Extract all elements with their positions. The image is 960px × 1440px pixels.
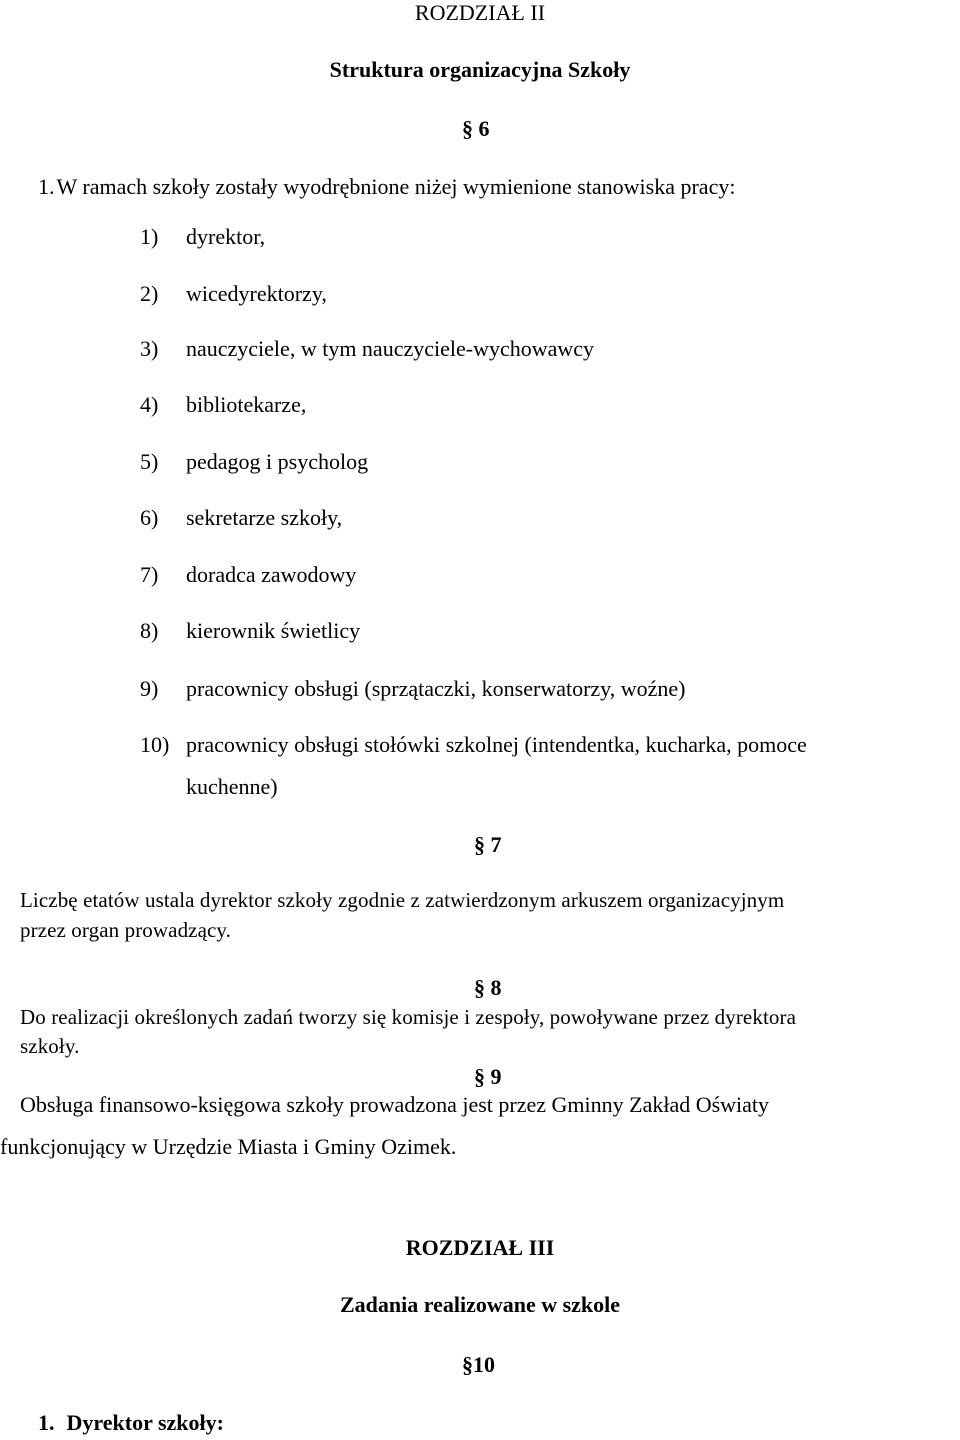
- list-item: [140, 451, 368, 473]
- list-item: [140, 226, 265, 248]
- list-item-continuation: kuchenne): [186, 774, 278, 799]
- section-7-text-line-2: przez organ prowadzący.: [20, 918, 232, 942]
- list-item-text: dyrektor,: [186, 224, 266, 249]
- list-item-text: doradca zawodowy: [186, 562, 357, 587]
- section-8-text-line-2: szkoły.: [20, 1034, 80, 1058]
- list-item-number: 2): [140, 281, 159, 306]
- chapter-heading: ROZDZIAŁ III: [405, 1235, 555, 1260]
- list-item-number: 10): [140, 732, 170, 757]
- list-item-number: 6): [140, 505, 159, 530]
- item-number: 1.: [38, 1410, 55, 1435]
- list-item: [140, 394, 306, 416]
- list-item: [140, 678, 686, 700]
- section-6-intro: [38, 176, 735, 198]
- section-9-text-line-2: funkcjonujący w Urzędzie Miasta i Gminy Ozimek.: [0, 1134, 457, 1159]
- item-text: Dyrektor szkoły:: [66, 1410, 224, 1435]
- list-item-text: bibliotekarze,: [186, 392, 307, 417]
- section-mark-8: § 8: [474, 975, 502, 1000]
- list-item-number: 1): [140, 224, 159, 249]
- list-item: [140, 283, 327, 305]
- list-item-text: pracownicy obsługi stołówki szkolnej (intendentka, kucharka, pomoce: [186, 732, 807, 757]
- list-item-text: nauczyciele, w tym nauczyciele-wychowawcy: [186, 336, 595, 361]
- section-7-text-line-1: Liczbę etatów ustala dyrektor szkoły zgodnie z zatwierdzonym arkuszem organizacyjnym: [20, 888, 785, 912]
- list-item-number: 3): [140, 336, 159, 361]
- list-item-number: 4): [140, 392, 159, 417]
- section-8-text-line-1: Do realizacji określonych zadań tworzy się komisje i zespoły, powoływane przez dyrektora: [20, 1005, 796, 1029]
- list-item: [140, 507, 342, 529]
- list-item: [140, 734, 807, 756]
- section-mark-6: § 6: [462, 116, 490, 141]
- section-9-text-line-1: Obsługa finansowo-księgowa szkoły prowadzona jest przez Gminny Zakład Oświaty: [20, 1092, 770, 1117]
- list-item-text: sekretarze szkoły,: [186, 505, 343, 530]
- section-mark-7: § 7: [474, 832, 502, 857]
- list-item-number: 9): [140, 676, 159, 701]
- chapter-title: Struktura organizacyjna Szkoły: [329, 57, 631, 82]
- chapter-heading: ROZDZIAŁ II: [414, 0, 546, 25]
- list-item-text: kierownik świetlicy: [186, 618, 361, 643]
- list-item: [140, 620, 360, 642]
- chapter-title: Zadania realizowane w szkole: [339, 1292, 621, 1317]
- section-mark-10: §10: [462, 1352, 495, 1377]
- intro-number: 1.: [38, 174, 55, 199]
- section-10-item: [38, 1412, 224, 1434]
- list-item-text: wicedyrektorzy,: [186, 281, 327, 306]
- list-item: [140, 338, 594, 360]
- list-item-number: 7): [140, 562, 159, 587]
- list-item-number: 5): [140, 449, 159, 474]
- list-item-text: pedagog i psycholog: [186, 449, 369, 474]
- section-mark-9: § 9: [474, 1064, 502, 1089]
- list-item-text: pracownicy obsługi (sprzątaczki, konserwatorzy, woźne): [186, 676, 686, 701]
- list-item-number: 8): [140, 618, 159, 643]
- intro-text: W ramach szkoły zostały wyodrębnione niżej wymienione stanowiska pracy:: [56, 174, 736, 199]
- list-item: [140, 564, 356, 586]
